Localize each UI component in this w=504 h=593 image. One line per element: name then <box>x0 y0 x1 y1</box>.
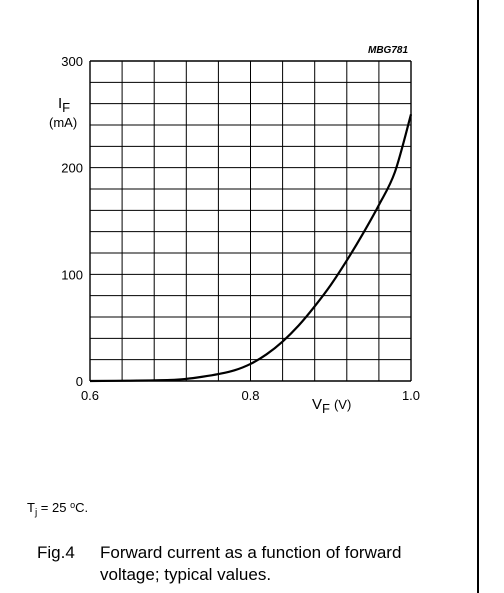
x-axis-unit: (V) <box>333 397 352 412</box>
test-conditions <box>27 500 88 519</box>
figure-caption <box>37 542 457 586</box>
x-tick-label: 0.6 <box>80 388 100 403</box>
x-axis-label <box>312 396 351 416</box>
y-tick-label: 200 <box>61 160 83 176</box>
figure-code: MBG781 <box>367 45 408 56</box>
x-axis-subscript: F <box>322 401 330 416</box>
x-tick-label: 0.8 <box>241 388 260 403</box>
y-tick-label: 100 <box>61 267 83 283</box>
y-axis-subscript: F <box>62 100 71 115</box>
conditions-symbol: T <box>27 500 35 515</box>
y-axis-unit: (mA) <box>49 115 78 130</box>
figure-caption-text: Forward current as a function of forward voltage; typical values. <box>100 543 402 584</box>
y-tick-label: 300 <box>61 54 83 69</box>
y-axis-label <box>58 95 70 115</box>
figure-number: Fig.4 <box>37 543 75 562</box>
chart-grid <box>90 61 411 381</box>
conditions-unit: C. <box>75 500 89 515</box>
conditions-value: = 25 <box>37 500 71 515</box>
y-axis-symbol: I <box>58 95 63 112</box>
x-tick-label: 1.0 <box>401 388 421 403</box>
degree-symbol: o <box>70 500 76 510</box>
y-tick-label: 0 <box>75 374 83 389</box>
x-axis-symbol: V <box>312 396 323 413</box>
conditions-subscript: j <box>34 507 38 519</box>
